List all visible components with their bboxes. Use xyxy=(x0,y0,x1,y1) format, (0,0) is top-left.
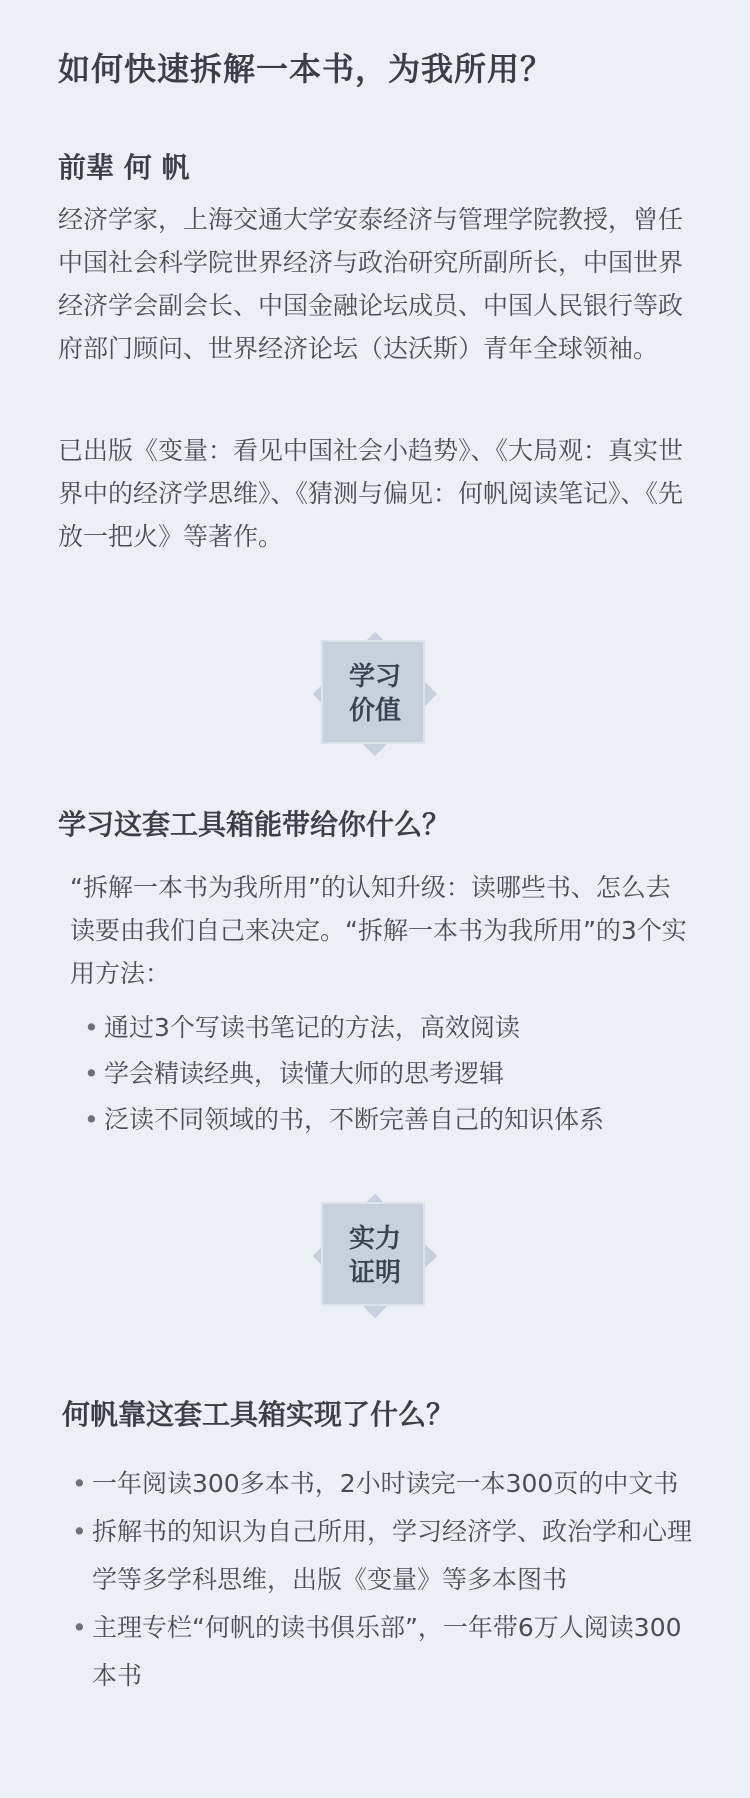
value-bullet-list xyxy=(82,1005,682,1143)
list-item xyxy=(82,1005,682,1051)
bullet-icon: • xyxy=(84,1013,99,1042)
badge-label-line2: 价值 xyxy=(348,696,401,726)
list-item xyxy=(70,1460,700,1508)
proof-bullet-list xyxy=(70,1460,700,1700)
list-item xyxy=(70,1604,700,1700)
bullet-icon: • xyxy=(72,1613,87,1642)
badge-label xyxy=(307,1188,443,1324)
bullet-icon: • xyxy=(84,1059,99,1088)
list-item-text: 主理专栏“何帆的读书俱乐部”，一年带6万人阅读300本书 xyxy=(92,1613,682,1690)
badge-label-line1: 实力 xyxy=(348,1224,401,1254)
author-bio-paragraph: 经济学家，上海交通大学安泰经济与管理学院教授，曾任中国社会科学院世界经济与政治研究所副所长，中国世界经济学会副会长、中国金融论坛成员、中国人民银行等政府部门顾问、世界经济论坛（达沃斯）青年全球领袖。 xyxy=(58,205,684,363)
list-item-text: 泛读不同领域的书，不断完善自己的知识体系 xyxy=(104,1105,605,1134)
author-publications-paragraph: 已出版《变量：看见中国社会小趋势》、《大局观：真实世界中的经济学思维》、《猜测与偏见：何帆阅读笔记》、《先放一把火》等著作。 xyxy=(58,436,684,551)
learning-value-badge xyxy=(307,626,443,762)
bullet-icon: • xyxy=(84,1105,99,1134)
bullet-icon: • xyxy=(72,1469,87,1498)
list-item xyxy=(82,1051,682,1097)
list-item-text: 拆解书的知识为自己所用，学习经济学、政治学和心理学等多学科思维，出版《变量》等多本图书 xyxy=(92,1517,693,1594)
list-item-text: 通过3个写读书笔记的方法，高效阅读 xyxy=(104,1013,520,1042)
badge-label-line1: 学习 xyxy=(348,662,401,692)
proof-badge xyxy=(307,1188,443,1324)
bullet-icon: • xyxy=(72,1517,87,1546)
list-item-text: 一年阅读300多本书，2小时读完一本300页的中文书 xyxy=(92,1469,679,1498)
badge-label-line2: 证明 xyxy=(348,1258,401,1288)
author-name: 前辈 何 帆 xyxy=(58,151,190,184)
section-heading-proof: 何帆靠这套工具箱实现了什么？ xyxy=(62,1398,455,1431)
list-item xyxy=(82,1097,682,1143)
page-title: 如何快速拆解一本书，为我所用？ xyxy=(58,50,554,88)
section-intro-paragraph: “拆解一本书为我所用”的认知升级：读哪些书、怎么去读要由我们自己来决定。“拆解一本书为我所用”的3个实用方法： xyxy=(70,873,687,988)
section-heading-value: 学习这套工具箱能带给你什么？ xyxy=(58,808,451,841)
list-item xyxy=(70,1508,700,1604)
list-item-text: 学会精读经典，读懂大师的思考逻辑 xyxy=(104,1059,505,1088)
badge-label xyxy=(307,626,443,762)
